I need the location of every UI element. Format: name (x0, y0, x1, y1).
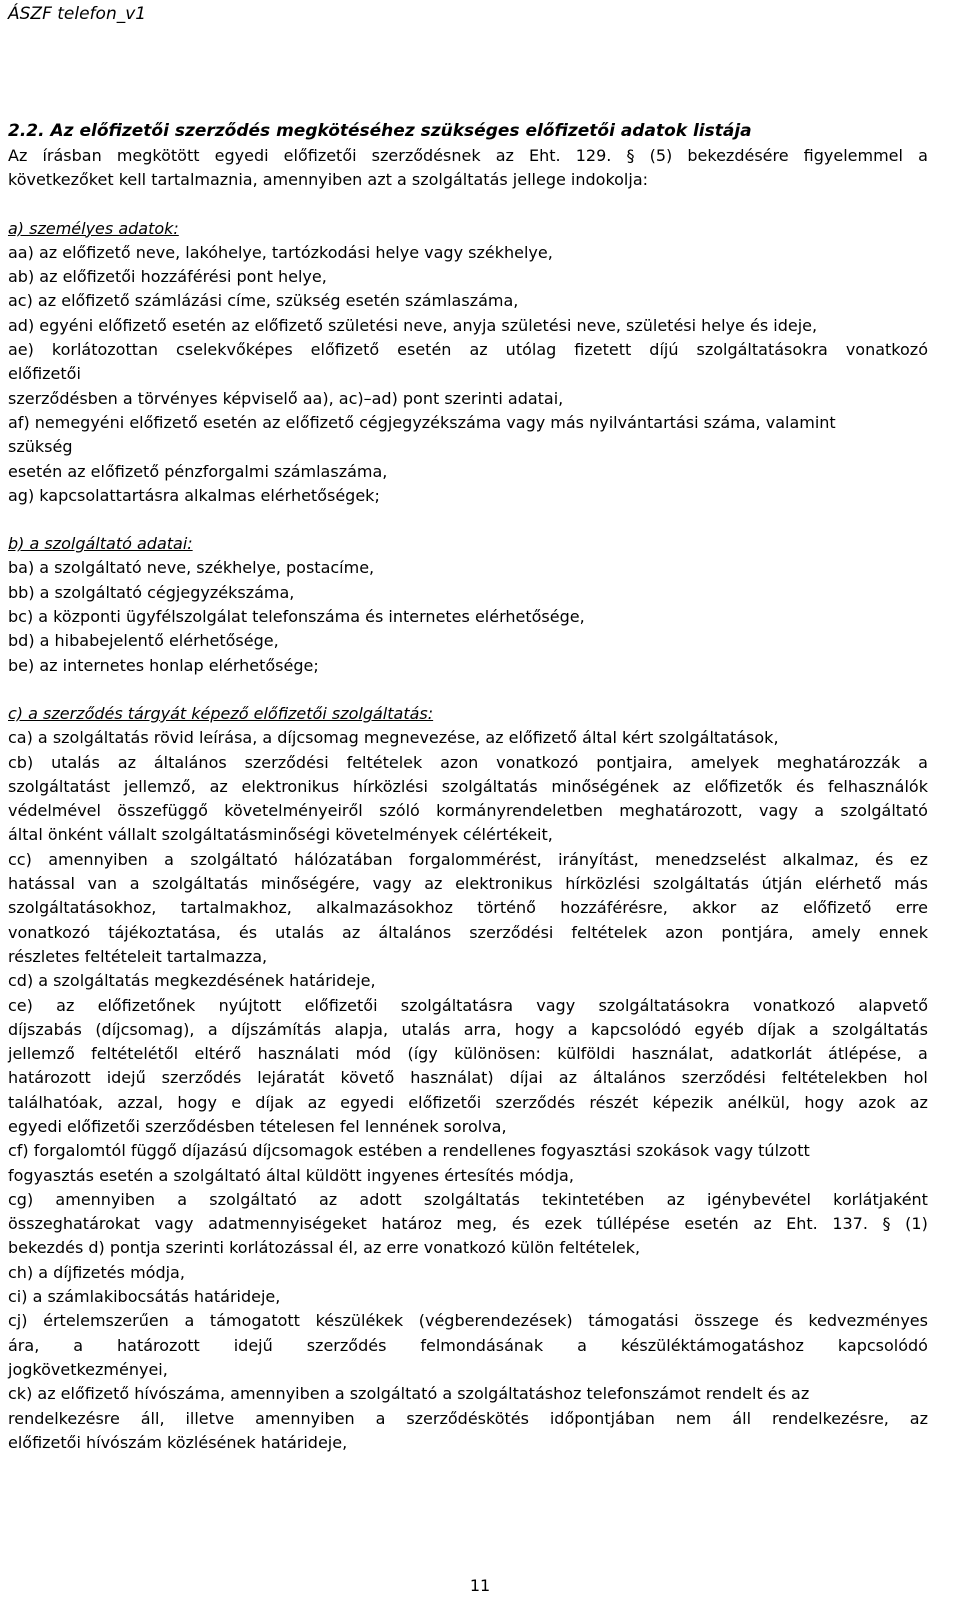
justified-line: hatással van a szolgáltatás minőségére, vagy az elektronikus hírközlési szolgáltatás útján elérhető más (8, 874, 928, 894)
text-line: részletes feltételeit tartalmazza, (8, 946, 268, 966)
text-line: ch) a díjfizetés módja, (8, 1262, 185, 1282)
justified-line: ae) korlátozottan cselekvőképes előfizető esetén az utólag fizetett díjú szolgáltatásokra vonatkozó (8, 340, 928, 360)
justified-line: határozott idejű szerződés lejáratát követő használat) díjai az általános szerződési feltételekben hol (8, 1068, 928, 1088)
justified-line: cj) értelemszerűen a támogatott készülékek (végberendezések) támogatási összege és kedvezményes (8, 1311, 928, 1331)
text-line: egyedi előfizetői szerződésben tételesen fel lennének sorolva, (8, 1116, 507, 1136)
text-line: ad) egyéni előfizető esetén az előfizető születési neve, anyja születési neve, születési helye és ideje, (8, 315, 818, 335)
text-line: ck) az előfizető hívószáma, amennyiben a szolgáltató a szolgáltatáshoz telefonszámot rendelt és az (8, 1384, 810, 1404)
text-line: jogkövetkezményei, (8, 1359, 168, 1379)
text-line: ab) az előfizetői hozzáférési pont helye, (8, 267, 327, 287)
text-line: ci) a számlakibocsátás határideje, (8, 1287, 281, 1307)
text-line: következőket kell tartalmaznia, amennyiben azt a szolgáltatás jellege indokolja: (8, 170, 649, 190)
text-line: szerződésben a törvényes képviselő aa), ac)–ad) pont szerinti adatai, (8, 388, 564, 408)
subsection-label-text: b) a szolgáltató adatai: (8, 534, 193, 554)
text-line: bb) a szolgáltató cégjegyzékszáma, (8, 582, 295, 602)
text-line: esetén az előfizető pénzforgalmi számlaszáma, (8, 461, 388, 481)
text-line: cd) a szolgáltatás megkezdésének határideje, (8, 971, 376, 991)
document-header: ÁSZF telefon_v1 (8, 4, 147, 24)
text-line: be) az internetes honlap elérhetősége; (8, 655, 319, 675)
text-line: ag) kapcsolattartásra alkalmas elérhetőségek; (8, 485, 380, 505)
justified-line: összeghatárokat vagy adatmennyiségeket határoz meg, és ezek túllépése esetén az Eht. 137. § (1) (8, 1214, 928, 1234)
text-line: által önként vállalt szolgáltatásminőségi követelmények célértékeit, (8, 825, 553, 845)
justified-line: védelmével összefüggő követelményeiről szóló kormányrendeletben meghatározott, vagy a szolgáltató (8, 801, 928, 821)
blank-line (8, 193, 928, 217)
text-line: bc) a központi ügyfélszolgálat telefonszáma és internetes elérhetősége, (8, 607, 585, 627)
blank-line (8, 508, 928, 532)
justified-line: cb) utalás az általános szerződési feltételek azon vonatkozó pontjaira, amelyek meghatározzák a (8, 752, 928, 772)
justified-line: szolgáltatásokhoz, tartalmakhoz, alkalmazásokhoz történő hozzáférésre, akkor az előfizető erre (8, 898, 928, 918)
justified-line: cg) amennyiben a szolgáltató az adott szolgáltatás tekintetében az igénybevétel korlátjaként (8, 1189, 928, 1209)
justified-line: Az írásban megkötött egyedi előfizetői szerződésnek az Eht. 129. § (5) bekezdésére figyelemmel a (8, 146, 928, 165)
text-line: ac) az előfizető számlázási címe, szükség esetén számlaszáma, (8, 291, 519, 311)
text-line: előfizetői (8, 364, 81, 384)
blank-line (8, 678, 928, 702)
text-line: cf) forgalomtól függő díjazású díjcsomagok estében a rendellenes fogyasztási szokások vagy túlzott (8, 1141, 810, 1161)
subsection-label (8, 702, 928, 726)
justified-line: ce) az előfizetőnek nyújtott előfizetői szolgáltatásra vagy szolgáltatásokra vonatkozó alapvető (8, 995, 928, 1015)
section-title: 2.2. Az előfizetői szerződés megkötéséhez szükséges előfizetői adatok listája (8, 121, 752, 141)
text-line: ba) a szolgáltató neve, székhelye, postacíme, (8, 558, 375, 578)
justified-line: jellemző feltételétől eltérő használati mód (így különösen: külföldi használat, adatkorlát átlépése, a (8, 1044, 928, 1064)
justified-line: díjszabás (díjcsomag), a díjszámítás alapja, utalás arra, hogy a kapcsolódó egyéb díjak a szolgáltatás (8, 1019, 928, 1039)
justified-line: ára, a határozott idejű szerződés felmondásának a készüléktámogatáshoz kapcsolódó (8, 1335, 928, 1355)
page-number: 11 (469, 1576, 491, 1595)
subsection-label (8, 217, 928, 241)
document-body (8, 118, 928, 1455)
text-line: előfizetői hívószám közlésének határideje, (8, 1432, 348, 1452)
text-line: aa) az előfizető neve, lakóhelye, tartózkodási helye vagy székhelye, (8, 242, 553, 262)
justified-line: cc) amennyiben a szolgáltató hálózatában forgalommérést, irányítást, menedzselést alkalmaz, és ez (8, 849, 928, 869)
justified-line: rendelkezésre áll, illetve amennyiben a szerződéskötés időpontjában nem áll rendelkezésre, az (8, 1408, 928, 1428)
text-line: fogyasztás esetén a szolgáltató által küldött ingyenes értesítés módja, (8, 1165, 574, 1185)
justified-line: vonatkozó tájékoztatása, és utalás az általános szerződési feltételek azon pontjára, amely ennek (8, 922, 928, 942)
subsection-label-text: a) személyes adatok: (8, 218, 179, 238)
justified-line: találhatóak, azzal, hogy e díjak az egyedi előfizetői szerződés részét képezik anélkül, hogy azok az (8, 1092, 928, 1112)
text-line: szükség (8, 437, 73, 457)
justified-line: szolgáltatást jellemző, az elektronikus hírközlési szolgáltatás minőségének az előfizetők és felhasználók (8, 776, 928, 796)
text-line: bekezdés d) pontja szerinti korlátozással él, az erre vonatkozó külön feltételek, (8, 1238, 641, 1258)
text-line: bd) a hibabejelentő elérhetősége, (8, 631, 279, 651)
subsection-label (8, 532, 928, 556)
text-line: af) nemegyéni előfizető esetén az előfizető cégjegyzékszáma vagy más nyilvántartási száma, valamint (8, 412, 836, 432)
subsection-label-text: c) a szerződés tárgyát képező előfizetői szolgáltatás: (8, 703, 434, 723)
text-line: ca) a szolgáltatás rövid leírása, a díjcsomag megnevezése, az előfizető által kért szolgáltatások, (8, 728, 779, 748)
paragraphs (8, 144, 928, 1455)
